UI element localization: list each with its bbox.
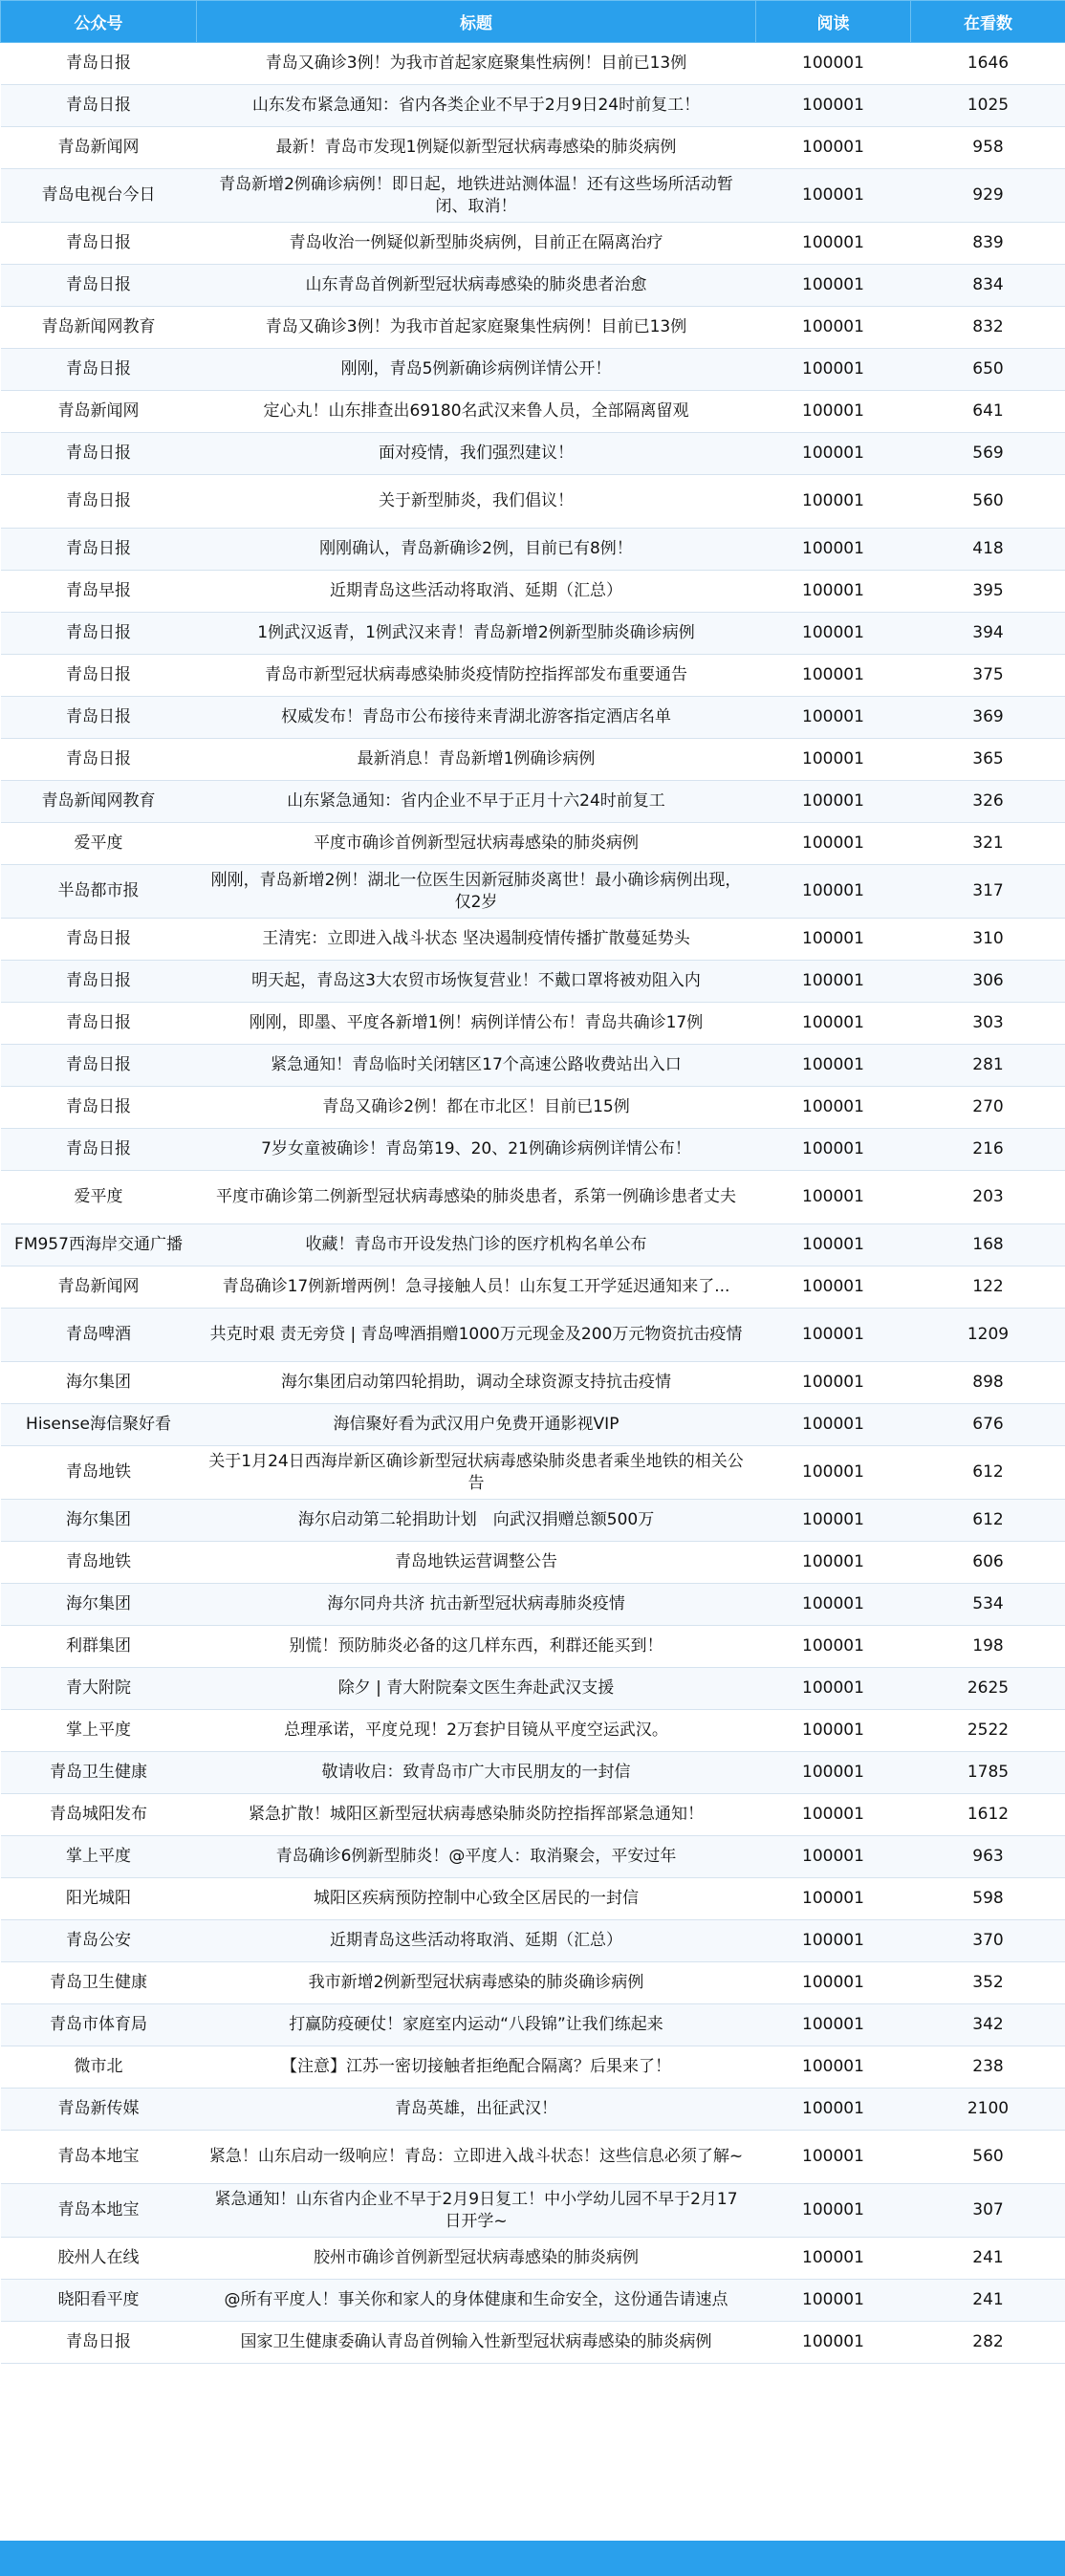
- row-account: 青岛日报: [1, 1045, 197, 1087]
- row-reads: 100001: [756, 1309, 911, 1362]
- row-title: 7岁女童被确诊！青岛第19、20、21例确诊病例详情公布！: [197, 1129, 756, 1171]
- row-looking: 958: [911, 127, 1065, 169]
- row-looking: 641: [911, 391, 1065, 433]
- table-row: [1, 1542, 1065, 1584]
- table-row: [1, 265, 1065, 307]
- row-account: 青岛日报: [1, 1003, 197, 1045]
- row-reads: 100001: [756, 655, 911, 697]
- row-title: 青岛英雄，出征武汉！: [197, 2089, 756, 2131]
- row-reads: 100001: [756, 127, 911, 169]
- row-account: 青岛日报: [1, 1087, 197, 1129]
- row-account: 青岛日报: [1, 223, 197, 265]
- row-reads: 100001: [756, 1404, 911, 1446]
- table-row: [1, 1224, 1065, 1266]
- row-reads: 100001: [756, 1710, 911, 1752]
- row-looking: 168: [911, 1224, 1065, 1266]
- row-reads: 100001: [756, 1752, 911, 1794]
- row-reads: 100001: [756, 2046, 911, 2089]
- row-title: 近期青岛这些活动将取消、延期（汇总）: [197, 1920, 756, 1962]
- table-row: [1, 2238, 1065, 2280]
- row-title: 王清宪：立即进入战斗状态 坚决遏制疫情传播扩散蔓延势头: [197, 919, 756, 961]
- row-looking: 317: [911, 865, 1065, 919]
- row-looking: 832: [911, 307, 1065, 349]
- row-looking: 650: [911, 349, 1065, 391]
- row-account: 阳光城阳: [1, 1878, 197, 1920]
- row-looking: 238: [911, 2046, 1065, 2089]
- table-row: [1, 2089, 1065, 2131]
- row-looking: 203: [911, 1171, 1065, 1224]
- table-row: [1, 919, 1065, 961]
- row-title: 胶州市确诊首例新型冠状病毒感染的肺炎病例: [197, 2238, 756, 2280]
- row-looking: 342: [911, 2004, 1065, 2046]
- row-looking: 963: [911, 1836, 1065, 1878]
- row-title: 权威发布！青岛市公布接待来青湖北游客指定酒店名单: [197, 697, 756, 739]
- row-title: 青岛又确诊3例！为我市首起家庭聚集性病例！目前已13例: [197, 307, 756, 349]
- row-looking: 2625: [911, 1668, 1065, 1710]
- table-row: [1, 2046, 1065, 2089]
- row-looking: 216: [911, 1129, 1065, 1171]
- footer-bar: [0, 2541, 1065, 2576]
- row-title: 紧急！山东启动一级响应！青岛：立即进入战斗状态！这些信息必须了解~: [197, 2131, 756, 2184]
- row-title: 别慌！预防肺炎必备的这几样东西，利群还能买到！: [197, 1626, 756, 1668]
- row-looking: 369: [911, 697, 1065, 739]
- table-row: [1, 1309, 1065, 1362]
- table-row: [1, 739, 1065, 781]
- row-reads: 100001: [756, 1362, 911, 1404]
- row-looking: 612: [911, 1446, 1065, 1500]
- row-account: 青岛本地宝: [1, 2184, 197, 2238]
- row-account: 青岛啤酒: [1, 1309, 197, 1362]
- table-row: [1, 1752, 1065, 1794]
- row-reads: 100001: [756, 475, 911, 529]
- row-looking: 839: [911, 223, 1065, 265]
- row-account: FM957西海岸交通广播: [1, 1224, 197, 1266]
- table-row: [1, 475, 1065, 529]
- row-account: 青岛新闻网教育: [1, 781, 197, 823]
- row-reads: 100001: [756, 307, 911, 349]
- row-looking: 394: [911, 613, 1065, 655]
- row-looking: 307: [911, 2184, 1065, 2238]
- row-title: 平度市确诊首例新型冠状病毒感染的肺炎病例: [197, 823, 756, 865]
- row-account: Hisense海信聚好看: [1, 1404, 197, 1446]
- row-reads: 100001: [756, 1003, 911, 1045]
- row-reads: 100001: [756, 1045, 911, 1087]
- row-reads: 100001: [756, 865, 911, 919]
- row-account: 掌上平度: [1, 1836, 197, 1878]
- table-row: [1, 223, 1065, 265]
- table-row: [1, 307, 1065, 349]
- header-account: 公众号: [1, 1, 197, 43]
- row-looking: 395: [911, 571, 1065, 613]
- row-reads: 100001: [756, 2280, 911, 2322]
- row-reads: 100001: [756, 43, 911, 85]
- table-row: [1, 1003, 1065, 1045]
- header-title: 标题: [197, 1, 756, 43]
- row-looking: 270: [911, 1087, 1065, 1129]
- row-reads: 100001: [756, 391, 911, 433]
- row-looking: 834: [911, 265, 1065, 307]
- row-account: 青岛日报: [1, 475, 197, 529]
- row-account: 青岛本地宝: [1, 2131, 197, 2184]
- row-looking: 241: [911, 2280, 1065, 2322]
- row-looking: 1785: [911, 1752, 1065, 1794]
- table-row: [1, 1446, 1065, 1500]
- row-account: 青岛日报: [1, 43, 197, 85]
- table-row: [1, 1626, 1065, 1668]
- table-row: [1, 1920, 1065, 1962]
- table-row: [1, 823, 1065, 865]
- row-looking: 1646: [911, 43, 1065, 85]
- table-row: [1, 1668, 1065, 1710]
- row-reads: 100001: [756, 349, 911, 391]
- table-row: [1, 349, 1065, 391]
- row-reads: 100001: [756, 739, 911, 781]
- row-title: 我市新增2例新型冠状病毒感染的肺炎确诊病例: [197, 1962, 756, 2004]
- row-account: 青岛日报: [1, 655, 197, 697]
- row-account: 青岛日报: [1, 349, 197, 391]
- row-looking: 365: [911, 739, 1065, 781]
- row-account: 青岛早报: [1, 571, 197, 613]
- row-account: 胶州人在线: [1, 2238, 197, 2280]
- row-reads: 100001: [756, 919, 911, 961]
- row-account: 青岛日报: [1, 529, 197, 571]
- row-account: 青岛电视台今日: [1, 169, 197, 223]
- row-title: 收藏！青岛市开设发热门诊的医疗机构名单公布: [197, 1224, 756, 1266]
- row-looking: 534: [911, 1584, 1065, 1626]
- table-row: [1, 85, 1065, 127]
- row-title: 海尔同舟共济 抗击新型冠状病毒肺炎疫情: [197, 1584, 756, 1626]
- row-title: 山东发布紧急通知：省内各类企业不早于2月9日24时前复工！: [197, 85, 756, 127]
- row-reads: 100001: [756, 1584, 911, 1626]
- row-looking: 370: [911, 1920, 1065, 1962]
- table-row: [1, 1171, 1065, 1224]
- row-account: 青岛新闻网: [1, 1266, 197, 1309]
- row-title: 面对疫情，我们强烈建议！: [197, 433, 756, 475]
- row-reads: 100001: [756, 1224, 911, 1266]
- row-title: 青岛市新型冠状病毒感染肺炎疫情防控指挥部发布重要通告: [197, 655, 756, 697]
- row-account: 青岛日报: [1, 739, 197, 781]
- row-reads: 100001: [756, 697, 911, 739]
- row-title: 山东紧急通知：省内企业不早于正月十六24时前复工: [197, 781, 756, 823]
- table-row: [1, 1129, 1065, 1171]
- row-account: 青岛新闻网教育: [1, 307, 197, 349]
- row-looking: 282: [911, 2322, 1065, 2364]
- table-row: [1, 1878, 1065, 1920]
- table-row: [1, 865, 1065, 919]
- row-title: 最新消息！青岛新增1例确诊病例: [197, 739, 756, 781]
- row-looking: 1209: [911, 1309, 1065, 1362]
- row-reads: 100001: [756, 1626, 911, 1668]
- row-title: 定心丸！山东排查出69180名武汉来鲁人员，全部隔离留观: [197, 391, 756, 433]
- row-account: 青岛日报: [1, 613, 197, 655]
- row-title: 海尔集团启动第四轮捐助，调动全球资源支持抗击疫情: [197, 1362, 756, 1404]
- table-header-row: [1, 1, 1065, 43]
- row-looking: 606: [911, 1542, 1065, 1584]
- table-row: [1, 1794, 1065, 1836]
- row-account: 青岛日报: [1, 85, 197, 127]
- row-looking: 306: [911, 961, 1065, 1003]
- row-title: 关于1月24日西海岸新区确诊新型冠状病毒感染肺炎患者乘坐地铁的相关公告: [197, 1446, 756, 1500]
- table-row: [1, 391, 1065, 433]
- row-account: 青岛日报: [1, 433, 197, 475]
- row-reads: 100001: [756, 2131, 911, 2184]
- row-reads: 100001: [756, 2089, 911, 2131]
- row-account: 海尔集团: [1, 1362, 197, 1404]
- row-reads: 100001: [756, 1962, 911, 2004]
- row-account: 半岛都市报: [1, 865, 197, 919]
- table-row: [1, 961, 1065, 1003]
- row-account: 青岛日报: [1, 919, 197, 961]
- row-reads: 100001: [756, 961, 911, 1003]
- table-row: [1, 571, 1065, 613]
- table-row: [1, 1045, 1065, 1087]
- row-reads: 100001: [756, 1446, 911, 1500]
- table-row: [1, 529, 1065, 571]
- row-account: 海尔集团: [1, 1584, 197, 1626]
- row-reads: 100001: [756, 1668, 911, 1710]
- table-row: [1, 1710, 1065, 1752]
- row-looking: 929: [911, 169, 1065, 223]
- table-row: [1, 1500, 1065, 1542]
- row-looking: 676: [911, 1404, 1065, 1446]
- table-row: [1, 1266, 1065, 1309]
- row-reads: 100001: [756, 1171, 911, 1224]
- row-reads: 100001: [756, 2184, 911, 2238]
- row-title: 紧急扩散！城阳区新型冠状病毒感染肺炎防控指挥部紧急通知！: [197, 1794, 756, 1836]
- table-row: [1, 2322, 1065, 2364]
- row-account: 青岛新传媒: [1, 2089, 197, 2131]
- row-looking: 1025: [911, 85, 1065, 127]
- row-reads: 100001: [756, 2004, 911, 2046]
- table-body: [1, 43, 1065, 2364]
- row-title: 关于新型肺炎，我们倡议！: [197, 475, 756, 529]
- row-account: 青岛日报: [1, 961, 197, 1003]
- row-reads: 100001: [756, 1129, 911, 1171]
- row-account: 爱平度: [1, 823, 197, 865]
- row-looking: 241: [911, 2238, 1065, 2280]
- row-looking: 569: [911, 433, 1065, 475]
- row-reads: 100001: [756, 265, 911, 307]
- row-account: 爱平度: [1, 1171, 197, 1224]
- table-row: [1, 433, 1065, 475]
- row-account: 青岛地铁: [1, 1542, 197, 1584]
- row-looking: 321: [911, 823, 1065, 865]
- row-account: 青岛市体育局: [1, 2004, 197, 2046]
- row-reads: 100001: [756, 1836, 911, 1878]
- row-looking: 612: [911, 1500, 1065, 1542]
- row-account: 利群集团: [1, 1626, 197, 1668]
- row-title: 青岛确诊17例新增两例！急寻接触人员！山东复工开学延迟通知来了...: [197, 1266, 756, 1309]
- row-title: 总理承诺，平度兑现！2万套护目镜从平度空运武汉。: [197, 1710, 756, 1752]
- row-looking: 122: [911, 1266, 1065, 1309]
- row-looking: 1612: [911, 1794, 1065, 1836]
- table-row: [1, 2184, 1065, 2238]
- row-title: 青岛确诊6例新型肺炎！@平度人：取消聚会，平安过年: [197, 1836, 756, 1878]
- row-account: 青岛日报: [1, 2322, 197, 2364]
- table-row: [1, 1584, 1065, 1626]
- row-title: 海信聚好看为武汉用户免费开通影视VIP: [197, 1404, 756, 1446]
- row-looking: 303: [911, 1003, 1065, 1045]
- row-title: 紧急通知！青岛临时关闭辖区17个高速公路收费站出入口: [197, 1045, 756, 1087]
- row-title: 最新！青岛市发现1例疑似新型冠状病毒感染的肺炎病例: [197, 127, 756, 169]
- row-reads: 100001: [756, 2238, 911, 2280]
- table-row: [1, 2131, 1065, 2184]
- row-reads: 100001: [756, 169, 911, 223]
- header-looking: 在看数: [911, 1, 1065, 43]
- header-reads: 阅读: [756, 1, 911, 43]
- row-title: 刚刚，即墨、平度各新增1例！病例详情公布！青岛共确诊17例: [197, 1003, 756, 1045]
- row-title: 城阳区疾病预防控制中心致全区居民的一封信: [197, 1878, 756, 1920]
- row-reads: 100001: [756, 1878, 911, 1920]
- row-title: 青岛又确诊2例！都在市北区！目前已15例: [197, 1087, 756, 1129]
- row-title: 海尔启动第二轮捐助计划 向武汉捐赠总额500万: [197, 1500, 756, 1542]
- table-row: [1, 1362, 1065, 1404]
- table-row: [1, 1836, 1065, 1878]
- row-title: 青岛收治一例疑似新型肺炎病例，目前正在隔离治疗: [197, 223, 756, 265]
- row-title: @所有平度人！事关你和家人的身体健康和生命安全，这份通告请速点: [197, 2280, 756, 2322]
- row-looking: 898: [911, 1362, 1065, 1404]
- row-title: 山东青岛首例新型冠状病毒感染的肺炎患者治愈: [197, 265, 756, 307]
- row-title: 青岛新增2例确诊病例！即日起，地铁进站测体温！还有这些场所活动暂闭、取消！: [197, 169, 756, 223]
- row-reads: 100001: [756, 613, 911, 655]
- row-reads: 100001: [756, 571, 911, 613]
- row-looking: 560: [911, 475, 1065, 529]
- row-title: 紧急通知！山东省内企业不早于2月9日复工！中小学幼儿园不早于2月17日开学~: [197, 2184, 756, 2238]
- row-looking: 198: [911, 1626, 1065, 1668]
- row-looking: 418: [911, 529, 1065, 571]
- row-reads: 100001: [756, 1500, 911, 1542]
- row-account: 青岛新闻网: [1, 391, 197, 433]
- table-row: [1, 697, 1065, 739]
- row-account: 青岛城阳发布: [1, 1794, 197, 1836]
- row-reads: 100001: [756, 223, 911, 265]
- row-looking: 2100: [911, 2089, 1065, 2131]
- table-row: [1, 127, 1065, 169]
- row-looking: 281: [911, 1045, 1065, 1087]
- row-looking: 326: [911, 781, 1065, 823]
- row-account: 青岛日报: [1, 1129, 197, 1171]
- row-account: 青岛公安: [1, 1920, 197, 1962]
- row-looking: 598: [911, 1878, 1065, 1920]
- row-reads: 100001: [756, 2322, 911, 2364]
- row-title: 平度市确诊第二例新型冠状病毒感染的肺炎患者，系第一例确诊患者丈夫: [197, 1171, 756, 1224]
- row-title: 【注意】江苏一密切接触者拒绝配合隔离？后果来了！: [197, 2046, 756, 2089]
- row-title: 打赢防疫硬仗！家庭室内运动“八段锦”让我们练起来: [197, 2004, 756, 2046]
- row-account: 晓阳看平度: [1, 2280, 197, 2322]
- row-title: 青岛又确诊3例！为我市首起家庭聚集性病例！目前已13例: [197, 43, 756, 85]
- row-reads: 100001: [756, 1794, 911, 1836]
- row-title: 刚刚，青岛新增2例！湖北一位医生因新冠肺炎离世！最小确诊病例出现，仅2岁: [197, 865, 756, 919]
- row-looking: 375: [911, 655, 1065, 697]
- row-account: 青岛日报: [1, 697, 197, 739]
- row-reads: 100001: [756, 85, 911, 127]
- row-reads: 100001: [756, 433, 911, 475]
- table-row: [1, 781, 1065, 823]
- row-account: 掌上平度: [1, 1710, 197, 1752]
- row-reads: 100001: [756, 1266, 911, 1309]
- row-title: 青岛地铁运营调整公告: [197, 1542, 756, 1584]
- row-title: 刚刚，青岛5例新确诊病例详情公开！: [197, 349, 756, 391]
- table-row: [1, 2004, 1065, 2046]
- table-row: [1, 655, 1065, 697]
- row-looking: 2522: [911, 1710, 1065, 1752]
- row-title: 刚刚确认，青岛新确诊2例，目前已有8例！: [197, 529, 756, 571]
- row-reads: 100001: [756, 823, 911, 865]
- row-title: 1例武汉返青，1例武汉来青！青岛新增2例新型肺炎确诊病例: [197, 613, 756, 655]
- table-row: [1, 1962, 1065, 2004]
- row-title: 敬请收启：致青岛市广大市民朋友的一封信: [197, 1752, 756, 1794]
- table-row: [1, 169, 1065, 223]
- table-row: [1, 43, 1065, 85]
- row-title: 明天起，青岛这3大农贸市场恢复营业！不戴口罩将被劝阻入内: [197, 961, 756, 1003]
- row-reads: 100001: [756, 1920, 911, 1962]
- row-account: 青岛地铁: [1, 1446, 197, 1500]
- row-title: 国家卫生健康委确认青岛首例输入性新型冠状病毒感染的肺炎病例: [197, 2322, 756, 2364]
- row-account: 青岛日报: [1, 265, 197, 307]
- row-reads: 100001: [756, 1542, 911, 1584]
- row-account: 青岛卫生健康: [1, 1752, 197, 1794]
- row-title: 近期青岛这些活动将取消、延期（汇总）: [197, 571, 756, 613]
- row-account: 青岛新闻网: [1, 127, 197, 169]
- table-row: [1, 1087, 1065, 1129]
- table-row: [1, 2280, 1065, 2322]
- table-row: [1, 613, 1065, 655]
- row-looking: 310: [911, 919, 1065, 961]
- row-account: 微市北: [1, 2046, 197, 2089]
- row-title: 除夕 | 青大附院秦文医生奔赴武汉支援: [197, 1668, 756, 1710]
- row-reads: 100001: [756, 781, 911, 823]
- row-account: 海尔集团: [1, 1500, 197, 1542]
- table-row: [1, 1404, 1065, 1446]
- row-looking: 560: [911, 2131, 1065, 2184]
- row-title: 共克时艰 责无旁贷 | 青岛啤酒捐赠1000万元现金及200万元物资抗击疫情: [197, 1309, 756, 1362]
- row-reads: 100001: [756, 1087, 911, 1129]
- row-reads: 100001: [756, 529, 911, 571]
- row-account: 青岛卫生健康: [1, 1962, 197, 2004]
- row-account: 青大附院: [1, 1668, 197, 1710]
- row-looking: 352: [911, 1962, 1065, 2004]
